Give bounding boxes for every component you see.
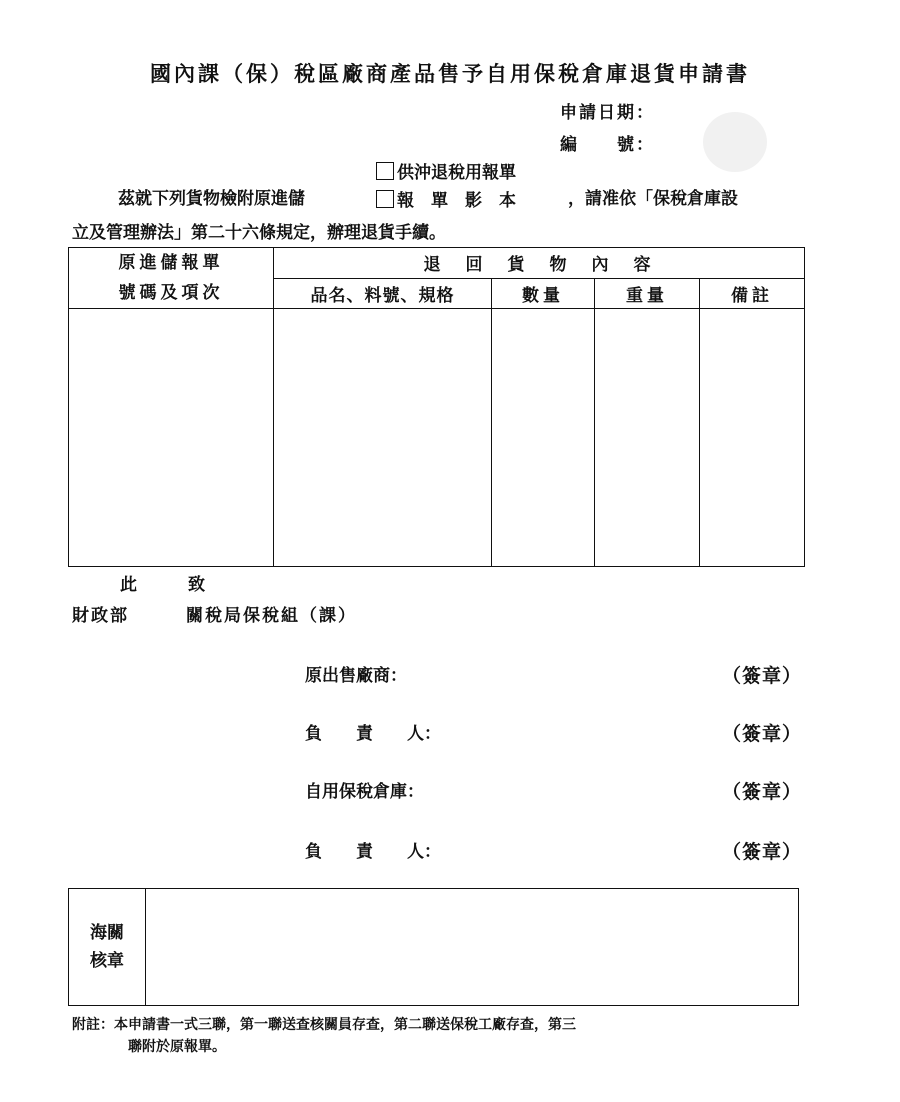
quantity-cell[interactable]: [492, 309, 595, 567]
customs-stamp-area[interactable]: [146, 889, 798, 1005]
warehouse-label: 自用保稅倉庫：: [305, 782, 424, 802]
item-name-header: 品名、料號、規格: [274, 278, 492, 309]
option-declaration-for-refund[interactable]: [376, 158, 516, 183]
intro-suffix: ，請准依「保稅倉庫設: [568, 189, 738, 209]
application-date-label: 申請日期：: [560, 103, 655, 123]
customs-approval-label: [69, 889, 146, 1005]
item-name-cell[interactable]: [274, 309, 492, 567]
remark-cell[interactable]: [700, 309, 805, 567]
intro-line-2: 立及管理辦法」第二十六條規定，辦理退貨手續。: [72, 223, 446, 243]
option-declaration-copy[interactable]: [376, 186, 516, 211]
remark-header: 備註: [700, 278, 805, 309]
return-goods-table: [68, 247, 805, 567]
declaration-number-cell[interactable]: [69, 309, 274, 567]
original-declaration-header: [69, 248, 274, 309]
option-declaration-copy-label: 報 單 影 本: [397, 191, 516, 211]
address-bureau: 關稅局保稅組（課）: [186, 606, 357, 626]
original-declaration-header-line1: 原進儲報單: [118, 253, 224, 274]
customs-label-line2: 核章: [90, 951, 124, 971]
footnote-line-2: 聯附於原報單。: [128, 1039, 226, 1055]
weight-cell[interactable]: [595, 309, 700, 567]
address-ci: 此: [120, 575, 139, 595]
stamp-smudge: [703, 112, 767, 172]
serial-number-label: 編 號：: [560, 135, 655, 155]
seller-representative-label: 負 責 人：: [305, 724, 441, 744]
warehouse-representative-label: 負 責 人：: [305, 842, 441, 862]
form-title: 國內課（保）稅區廠商產品售予自用保稅倉庫退貨申請書: [150, 62, 750, 86]
seller-representative-seal[interactable]: （簽章）: [722, 723, 803, 745]
checkbox-icon[interactable]: [376, 162, 394, 180]
intro-prefix: 茲就下列貨物檢附原進儲: [118, 189, 305, 209]
option-declaration-for-refund-label: 供沖退稅用報單: [397, 163, 516, 183]
weight-header: 重量: [595, 278, 700, 309]
customs-approval-box: [68, 888, 799, 1006]
address-zhi: 致: [188, 575, 207, 595]
seller-label: 原出售廠商：: [305, 666, 407, 686]
seller-seal[interactable]: （簽章）: [722, 665, 803, 687]
customs-label-line1: 海關: [90, 923, 124, 943]
warehouse-seal[interactable]: （簽章）: [722, 781, 803, 803]
quantity-header: 數量: [492, 278, 595, 309]
warehouse-representative-seal[interactable]: （簽章）: [722, 841, 803, 863]
returned-goods-header: 退 回 貨 物 內 容: [274, 248, 805, 279]
address-ministry: 財政部: [72, 606, 129, 626]
checkbox-icon[interactable]: [376, 190, 394, 208]
original-declaration-header-line2: 號碼及項次: [118, 283, 224, 304]
footnote-line-1: 附註：本申請書一式三聯，第一聯送查核關員存查，第二聯送保稅工廠存查，第三: [72, 1017, 576, 1033]
